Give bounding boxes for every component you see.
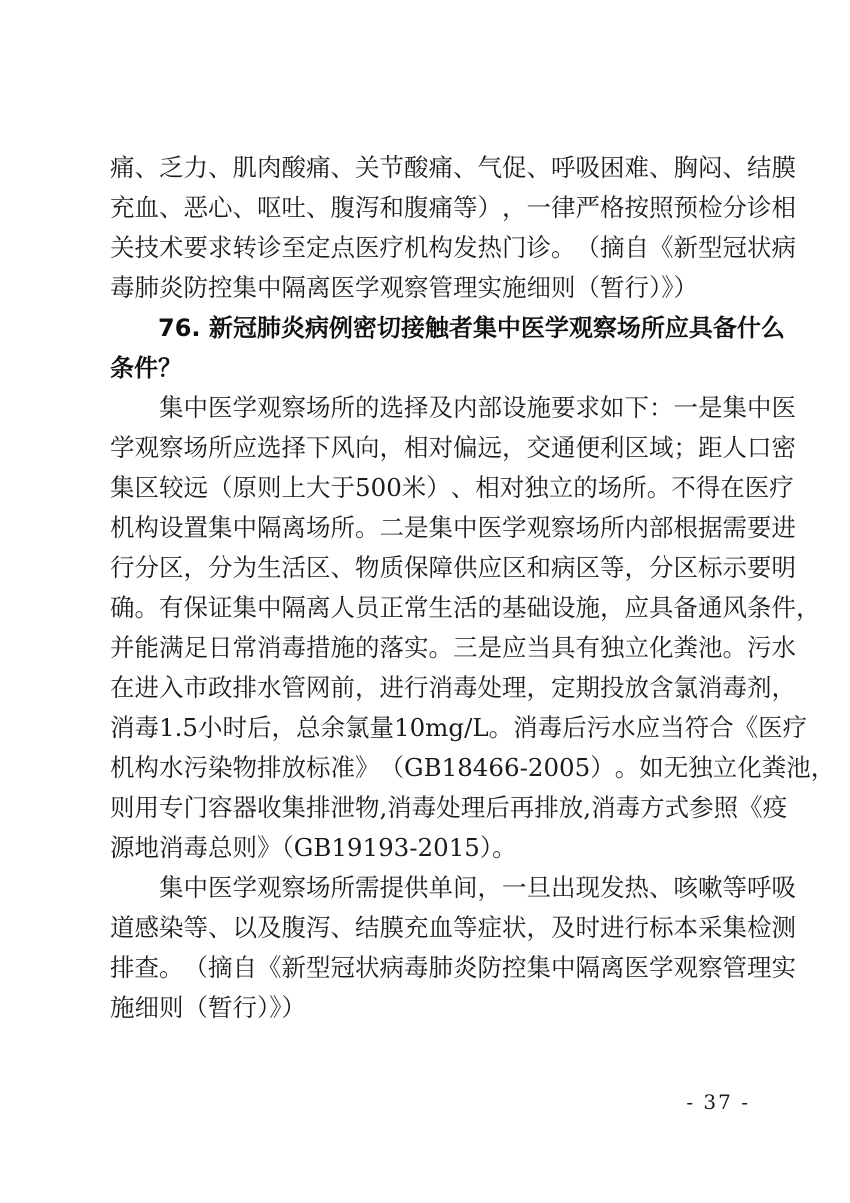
text-line: 充 血 、 恶 心 、 呕 吐 、 腹 泻 和 腹 痛 等 ） ， 一 律 严 格 按 照 预 检 分 诊 相 <box>110 193 796 222</box>
text-line: 消 毒 1 . 5 小 时 后 ， 总 余 氯 量 1 0 m g / L 。 消 毒 后 污 水 应 当 符 合 《 医 疗 <box>110 713 808 742</box>
text-line: 机 构 设 置 集 中 隔 离 场 所 。 二 是 集 中 医 学 观 察 场 所 内 部 根 据 需 要 进 <box>110 513 796 542</box>
text-line: 确 。 有 保 证 集 中 隔 离 人 员 正 常 生 活 的 基 础 设 施 ， 应 具 备 通 风 条 件 ， <box>110 593 821 622</box>
text-line: 行 分 区 ， 分 为 生 活 区 、 物 质 保 障 供 应 区 和 病 区 等 ， 分 区 标 示 要 明 <box>110 553 796 582</box>
paragraph-facility-requirements <box>110 388 836 868</box>
text-line: 集 中 医 学 观 察 场 所 的 选 择 及 内 部 设 施 要 求 如 下 ： 一 是 集 中 医 <box>159 393 796 422</box>
text-line: 关 技 术 要 求 转 诊 至 定 点 医 疗 机 构 发 热 门 诊 。 （ 摘 自 《 新 型 冠 状 病 <box>110 233 796 262</box>
paragraph-single-rooms <box>110 868 796 1028</box>
page-number: - 37 - <box>686 1090 750 1114</box>
text-line: 排 查 。 （ 摘 自 《 新 型 冠 状 病 毒 肺 炎 防 控 集 中 隔 离 医 学 观 察 管 理 实 <box>110 953 796 982</box>
text-line: 在 进 入 市 政 排 水 管 网 前 ， 进 行 消 毒 处 理 ， 定 期 投 放 含 氯 消 毒 剂 ， <box>110 673 796 702</box>
text-line: 则 用 专 门 容 器 收 集 排 泄 物 , 消 毒 处 理 后 再 排 放 , 消 毒 方 式 参 照 《 疫 <box>110 793 788 822</box>
section-heading-line: 7 6 . 新 冠 肺 炎 病 例 密 切 接 触 者 集 中 医 学 观 察 场 所 应 具 备 什 么 <box>158 314 785 342</box>
text-line: 集 区 较 远 （ 原 则 上 大 于 5 0 0 米 ） 、 相 对 独 立 的 场 所 。 不 得 在 医 疗 <box>110 473 794 502</box>
text-line: 痛 、 乏 力 、 肌 肉 酸 痛 、 关 节 酸 痛 、 气 促 、 呼 吸 困 难 、 胸 闷 、 结 膜 <box>110 153 796 182</box>
text-line: 集 中 医 学 观 察 场 所 需 提 供 单 间 ， 一 旦 出 现 发 热 、 咳 嗽 等 呼 吸 <box>159 873 796 902</box>
text-line: 道 感 染 等 、 以 及 腹 泻 、 结 膜 充 血 等 症 状 ， 及 时 进 行 标 本 采 集 检 测 <box>110 913 796 942</box>
paragraph-continuation <box>110 148 796 308</box>
text-line: 学 观 察 场 所 应 选 择 下 风 向 ， 相 对 偏 远 ， 交 通 便 利 区 域 ； 距 人 口 密 <box>110 433 796 462</box>
text-line: 机 构 水 污 染 物 排 放 标 准 》 （ G B 1 8 4 6 6 - 2 0 0 5 ） 。 如 无 独 立 化 粪 池 ， <box>110 753 836 782</box>
text-line: 施细则（暂行）》） <box>110 993 306 1022</box>
text-line: 并 能 满 足 日 常 消 毒 措 施 的 落 实 。 三 是 应 当 具 有 独 立 化 粪 池 。 污 水 <box>110 633 796 662</box>
text-line: 源地消毒总则》（GB19193-2015）。 <box>110 833 517 862</box>
section-heading-line: 条件？ <box>110 354 182 382</box>
text-line: 毒肺炎防控集中隔离医学观察管理实施细则（暂行）》） <box>110 273 698 302</box>
text-column <box>110 148 836 1028</box>
section-heading <box>110 308 785 388</box>
